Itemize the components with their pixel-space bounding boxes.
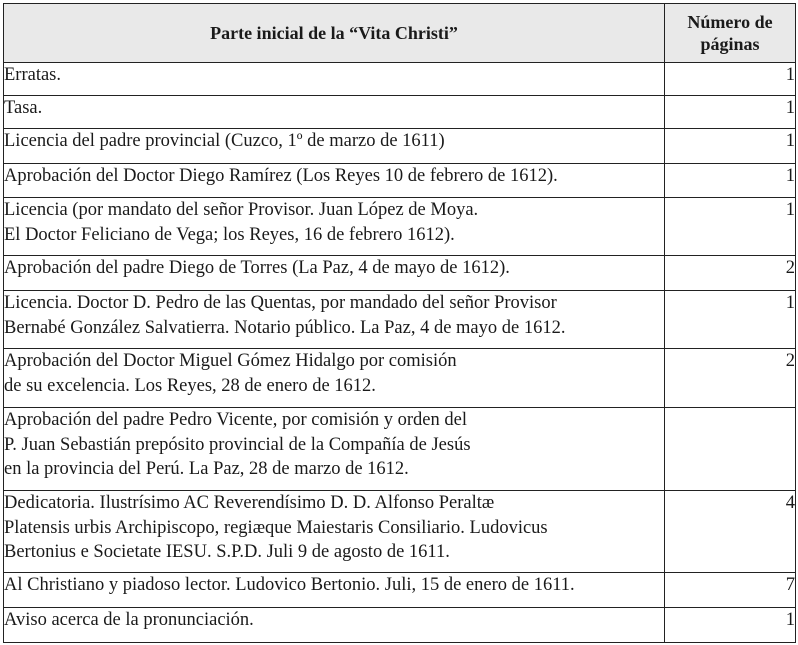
header-row: [4, 4, 796, 63]
row-page-count: 1: [665, 198, 796, 256]
row-description: Aprobación del Doctor Diego Ramírez (Los Reyes 10 de febrero de 1612).: [4, 164, 665, 198]
row-description: Aprobación del Doctor Miguel Gómez Hidalgo por comisión de su excelencia. Los Reyes, 28 de enero de 1612.: [4, 349, 665, 408]
table-row: [4, 256, 796, 291]
table-row: [4, 408, 796, 491]
row-description: Tasa.: [4, 96, 665, 129]
row-description: Erratas.: [4, 63, 665, 96]
row-page-count: 7: [665, 573, 796, 608]
table-body: [4, 63, 796, 643]
row-description: Aprobación del padre Pedro Vicente, por comisión y orden del P. Juan Sebastián prepósito provincial de la Compañía de Jesús en la provincia del Perú. La Paz, 28 de marzo de 1612.: [4, 408, 665, 491]
table-row: [4, 198, 796, 256]
row-page-count: 2: [665, 349, 796, 408]
table-row: [4, 164, 796, 198]
table-row: [4, 291, 796, 349]
row-page-count: 1: [665, 63, 796, 96]
row-description: Aviso acerca de la pronunciación.: [4, 608, 665, 643]
row-page-count: 4: [665, 491, 796, 573]
row-page-count: 1: [665, 608, 796, 643]
row-page-count: 1: [665, 96, 796, 129]
table-row: [4, 129, 796, 164]
row-description: Licencia (por mandato del señor Provisor. Juan López de Moya. El Doctor Feliciano de Vega; los Reyes, 16 de febrero 1612).: [4, 198, 665, 256]
table-row: [4, 491, 796, 573]
table-row: [4, 349, 796, 408]
table-header: [4, 4, 796, 63]
row-page-count: [665, 408, 796, 491]
table-row: [4, 573, 796, 608]
table-row: [4, 96, 796, 129]
row-page-count: 1: [665, 164, 796, 198]
row-description: Dedicatoria. Ilustrísimo AC Reverendísimo D. D. Alfonso Peraltæ Platensis urbis Archipiscopo, regiæque Maiestaris Consiliario. Ludovicus Bertonius e Societate IESU. S.P.D. Juli 9 de agosto de 1611.: [4, 491, 665, 573]
row-page-count: 1: [665, 291, 796, 349]
table-row: [4, 63, 796, 96]
row-page-count: 2: [665, 256, 796, 291]
row-description: Al Christiano y piadoso lector. Ludovico Bertonio. Juli, 15 de enero de 1611.: [4, 573, 665, 608]
header-pages: Número de páginas: [665, 4, 796, 63]
row-page-count: 1: [665, 129, 796, 164]
header-description: Parte inicial de la “Vita Christi”: [4, 4, 665, 63]
table-row: [4, 608, 796, 643]
row-description: Aprobación del padre Diego de Torres (La Paz, 4 de mayo de 1612).: [4, 256, 665, 291]
row-description: Licencia. Doctor D. Pedro de las Quentas, por mandado del señor Provisor Bernabé González Salvatierra. Notario público. La Paz, 4 de mayo de 1612.: [4, 291, 665, 349]
row-description: Licencia del padre provincial (Cuzco, 1º de marzo de 1611): [4, 129, 665, 164]
contents-table: [3, 3, 796, 643]
